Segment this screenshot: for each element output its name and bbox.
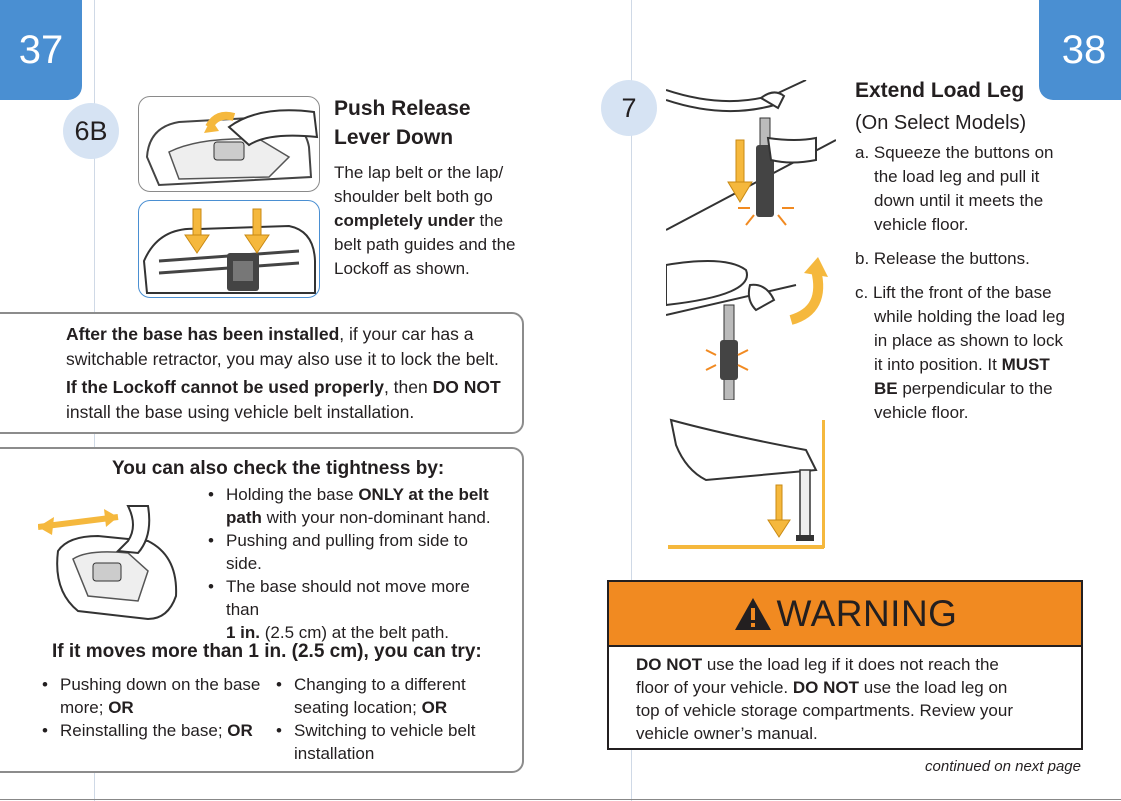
instruction-line: vehicle floor. (874, 403, 969, 422)
warning-text: use the load leg on (858, 678, 1008, 697)
step-badge-6b (63, 103, 119, 159)
bullet-text: seating location; (294, 698, 422, 717)
bullet-text: Holding the base (226, 485, 359, 504)
instruction-line: a. Squeeze the buttons on (855, 143, 1054, 162)
instruction-line: while holding the load leg (874, 307, 1065, 326)
page-number-left: 37 (18, 27, 64, 72)
instruction-text: it into position. It (874, 355, 1002, 374)
instruction-line: in place as shown to lock (874, 331, 1063, 350)
remedy-list-right (274, 673, 504, 765)
step-label: 7 (621, 92, 637, 123)
bold-text: DO NOT (792, 678, 859, 697)
bold-text: 1 in. (226, 623, 261, 642)
bullet-text: Pushing down on the base (60, 675, 261, 694)
body-text: the (474, 211, 504, 230)
warning-title: WARNING (776, 592, 958, 634)
bullet-item (206, 483, 506, 529)
tightness-bullets (206, 483, 506, 644)
note-text: , if your car has a (339, 324, 474, 344)
load-leg-pull-illustration (666, 80, 836, 240)
bullet-text: Switching to vehicle belt (294, 721, 476, 740)
body-line (334, 209, 515, 233)
tightness-check-box (0, 447, 524, 773)
bold-text: OR (227, 721, 253, 740)
bullet-text: Changing to a different (294, 675, 466, 694)
bullet-text: installation (294, 744, 375, 763)
instruction-text: perpendicular to the (897, 379, 1053, 398)
bullet-item (274, 719, 504, 765)
body-line: shoulder belt both go (334, 187, 493, 206)
warning-line: top of vehicle storage compartments. Review your (636, 701, 1014, 720)
instruction-line: c. Lift the front of the base (855, 283, 1052, 302)
page-number-tab-left (0, 0, 82, 100)
note-line (66, 375, 501, 400)
bullet-item (206, 575, 506, 644)
step-7-instructions (855, 141, 1095, 425)
continued-note: continued on next page (925, 758, 1081, 775)
bold-text: DO NOT (636, 655, 703, 674)
instruction-line (855, 377, 1095, 401)
instruction-line: down until it meets the (874, 191, 1044, 210)
note-line (66, 322, 501, 347)
warning-line (636, 653, 1071, 676)
page-number-tab-right (1039, 0, 1121, 100)
load-leg-lift-illustration (666, 255, 836, 400)
bold-text: OR (421, 698, 448, 717)
tightness-title: You can also check the tightness by: (112, 458, 445, 479)
bullet-text: Pushing and pulling from side to side. (226, 531, 468, 573)
bullet-item (40, 719, 270, 742)
step-7-subheading: (On Select Models) (855, 112, 1027, 134)
note-line: install the base using vehicle belt installation. (66, 402, 415, 422)
step-6b-heading (334, 94, 471, 152)
step-label: 6B (74, 115, 108, 146)
body-line: belt path guides and the (334, 235, 516, 254)
note-line: switchable retractor, you may also use it to lock the belt. (66, 349, 499, 369)
remedy-list-left (40, 673, 270, 742)
bold-text: DO NOT (432, 377, 501, 397)
heading-line-1: Push Release (334, 97, 471, 120)
instruction-line: b. Release the buttons. (855, 249, 1030, 268)
tightness-illustration (38, 481, 188, 621)
footer-rule (0, 799, 1121, 800)
bold-text: path (226, 508, 262, 527)
note-text: , then (383, 377, 433, 397)
bullet-text: (2.5 cm) at the belt path. (260, 623, 449, 642)
bullet-text: more; (60, 698, 109, 717)
release-lever-illustration (138, 96, 320, 192)
instruction-line (855, 353, 1095, 377)
heading-line-2: Lever Down (334, 126, 454, 149)
warning-box (607, 580, 1083, 750)
bullet-item (206, 529, 506, 575)
bold-text: After the base has been installed (66, 324, 340, 344)
bold-text: completely under (334, 211, 475, 230)
bullet-text: Reinstalling the base; (60, 721, 228, 740)
bold-text: If the Lockoff cannot be used properly (66, 377, 384, 397)
step-badge-7 (601, 80, 657, 136)
load-leg-perpendicular-illustration (666, 415, 836, 555)
warning-text: floor of your vehicle. (636, 678, 793, 697)
tightness-subtitle: If it moves more than 1 in. (2.5 cm), you can try: (52, 641, 482, 662)
body-line: The lap belt or the lap/ (334, 163, 504, 182)
bold-text: MUST (1001, 355, 1050, 374)
warning-header (609, 582, 1081, 647)
bullet-item (40, 673, 270, 719)
bold-text: OR (108, 698, 134, 717)
bold-text: ONLY at the belt (358, 485, 489, 504)
instruction-line: vehicle floor. (874, 215, 969, 234)
warning-text: use the load leg if it does not reach the (702, 655, 999, 674)
bold-text: BE (874, 379, 898, 398)
warning-line: vehicle owner’s manual. (636, 724, 818, 743)
step-6b-body (334, 161, 515, 281)
bullet-text: with your non-dominant hand. (261, 508, 491, 527)
page-number-right: 38 (1061, 27, 1107, 72)
belt-path-illustration (138, 200, 320, 298)
warning-line (636, 676, 1071, 699)
body-line: Lockoff as shown. (334, 259, 470, 278)
retractor-note-text (66, 322, 501, 425)
retractor-note-box (0, 312, 524, 434)
instruction-line: the load leg and pull it (874, 167, 1040, 186)
warning-body (609, 647, 1081, 745)
warning-triangle-icon (733, 596, 773, 632)
bullet-item (274, 673, 504, 719)
bullet-text: The base should not move more than (226, 577, 470, 619)
step-7-heading: Extend Load Leg (855, 79, 1025, 102)
